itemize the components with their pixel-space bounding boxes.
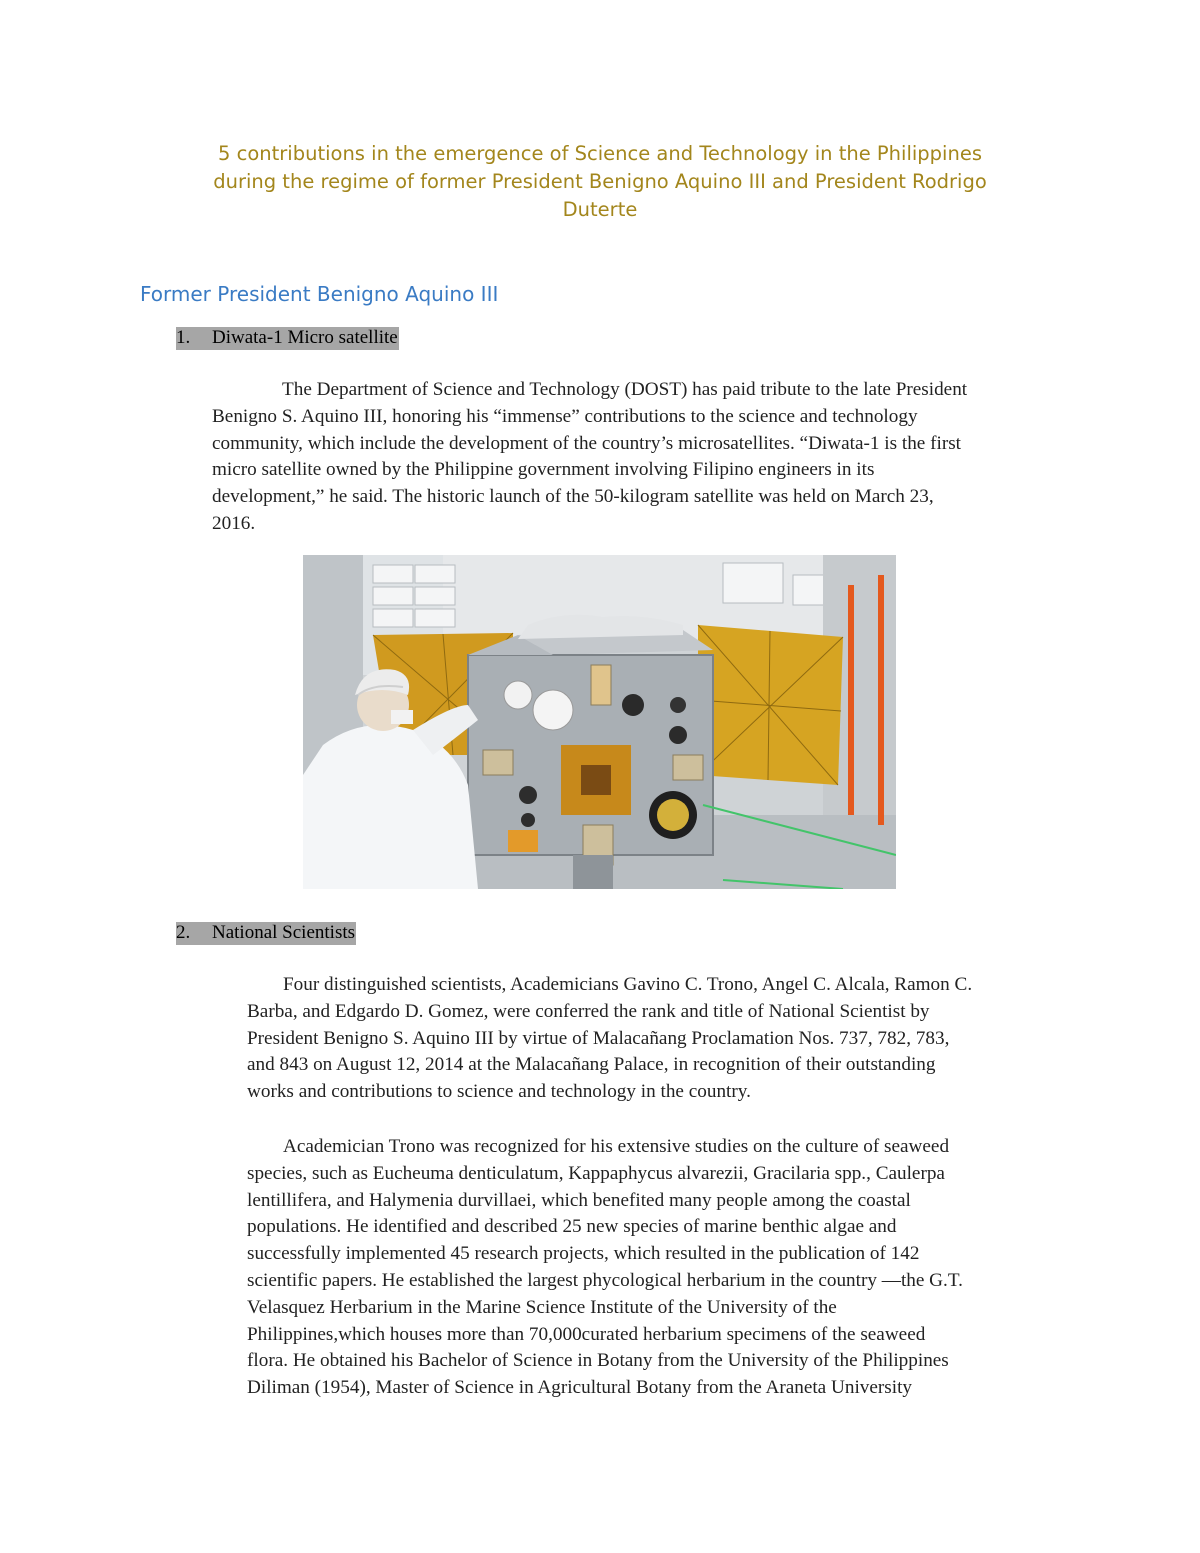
paragraph-line: President Benigno S. Aquino III by virtue of Malacañang Proclamation Nos. 737, 782, 783, (247, 1027, 950, 1049)
paragraph-line: Four distinguished scientists, Academicians Gavino C. Trono, Angel C. Alcala, Ramon C. (283, 974, 973, 995)
title-line: Duterte (562, 198, 638, 221)
paragraph-national-scientists (247, 972, 972, 1106)
paragraph-line: micro satellite owned by the Philippine government involving Filipino engineers in its (212, 459, 875, 481)
paragraph-line: species, such as Eucheuma denticulatum, Kappaphycus alvarezii, Gracilaria spp., Caulerpa (247, 1162, 945, 1184)
list-item-label: National Scientists (212, 922, 356, 943)
title-line: 5 contributions in the emergence of Science and Technology in the Philippines (218, 142, 982, 165)
paragraph-line: community, which include the development of the country’s microsatellites. “Diwata-1 is the first (212, 432, 962, 454)
list-item-label: Diwata-1 Micro satellite (212, 327, 398, 348)
title-line: during the regime of former President Benigno Aquino III and President Rodrigo (213, 170, 987, 193)
list-item-1-heading (176, 326, 399, 350)
paragraph-line: successfully implemented 45 research projects, which resulted in the publication of 142 (247, 1243, 920, 1265)
satellite-photo (303, 555, 896, 889)
paragraph-line: development,” he said. The historic launch of the 50-kilogram satellite was held on March 23, (212, 486, 934, 508)
list-item-highlight (176, 327, 399, 350)
paragraph-line: Philippines,which houses more than 70,000curated herbarium specimens of the seaweed (247, 1323, 926, 1345)
paragraph-line: Diliman (1954), Master of Science in Agricultural Botany from the Araneta University (247, 1377, 912, 1399)
list-item-highlight (176, 922, 356, 945)
list-item-number: 1. (176, 327, 191, 348)
paragraph-line: Barba, and Edgardo D. Gomez, were conferred the rank and title of National Scientist by (247, 1000, 930, 1022)
list-item-2-heading (176, 921, 356, 945)
paragraph-line: Academician Trono was recognized for his extensive studies on the culture of seaweed (283, 1136, 950, 1157)
paragraph-line: The Department of Science and Technology (DOST) has paid tribute to the late President (282, 379, 968, 400)
paragraph-line: works and contributions to science and technology in the country. (247, 1081, 751, 1103)
paragraph-line: flora. He obtained his Bachelor of Science in Botany from the University of the Philippines (247, 1350, 949, 1372)
paragraph-line: populations. He identified and described 25 new species of marine benthic algae and (247, 1216, 897, 1238)
section-heading: Former President Benigno Aquino III (140, 282, 499, 306)
paragraph-line: lentillifera, and Halymenia durvillaei, which benefited many people among the coastal (247, 1189, 911, 1211)
paragraph-diwata (212, 377, 967, 538)
paragraph-line: Velasquez Herbarium in the Marine Science Institute of the University of the (247, 1296, 837, 1318)
paragraph-line: and 843 on August 12, 2014 at the Malacañang Palace, in recognition of their outstanding (247, 1054, 936, 1076)
list-item-number: 2. (176, 922, 191, 943)
paragraph-line: Benigno S. Aquino III, honoring his “immense” contributions to the science and technology (212, 405, 918, 427)
paragraph-trono (247, 1134, 963, 1402)
paragraph-line: scientific papers. He established the largest phycological herbarium in the country —the G.T. (247, 1269, 963, 1291)
paragraph-line: 2016. (212, 512, 256, 534)
document-title (150, 140, 1050, 224)
